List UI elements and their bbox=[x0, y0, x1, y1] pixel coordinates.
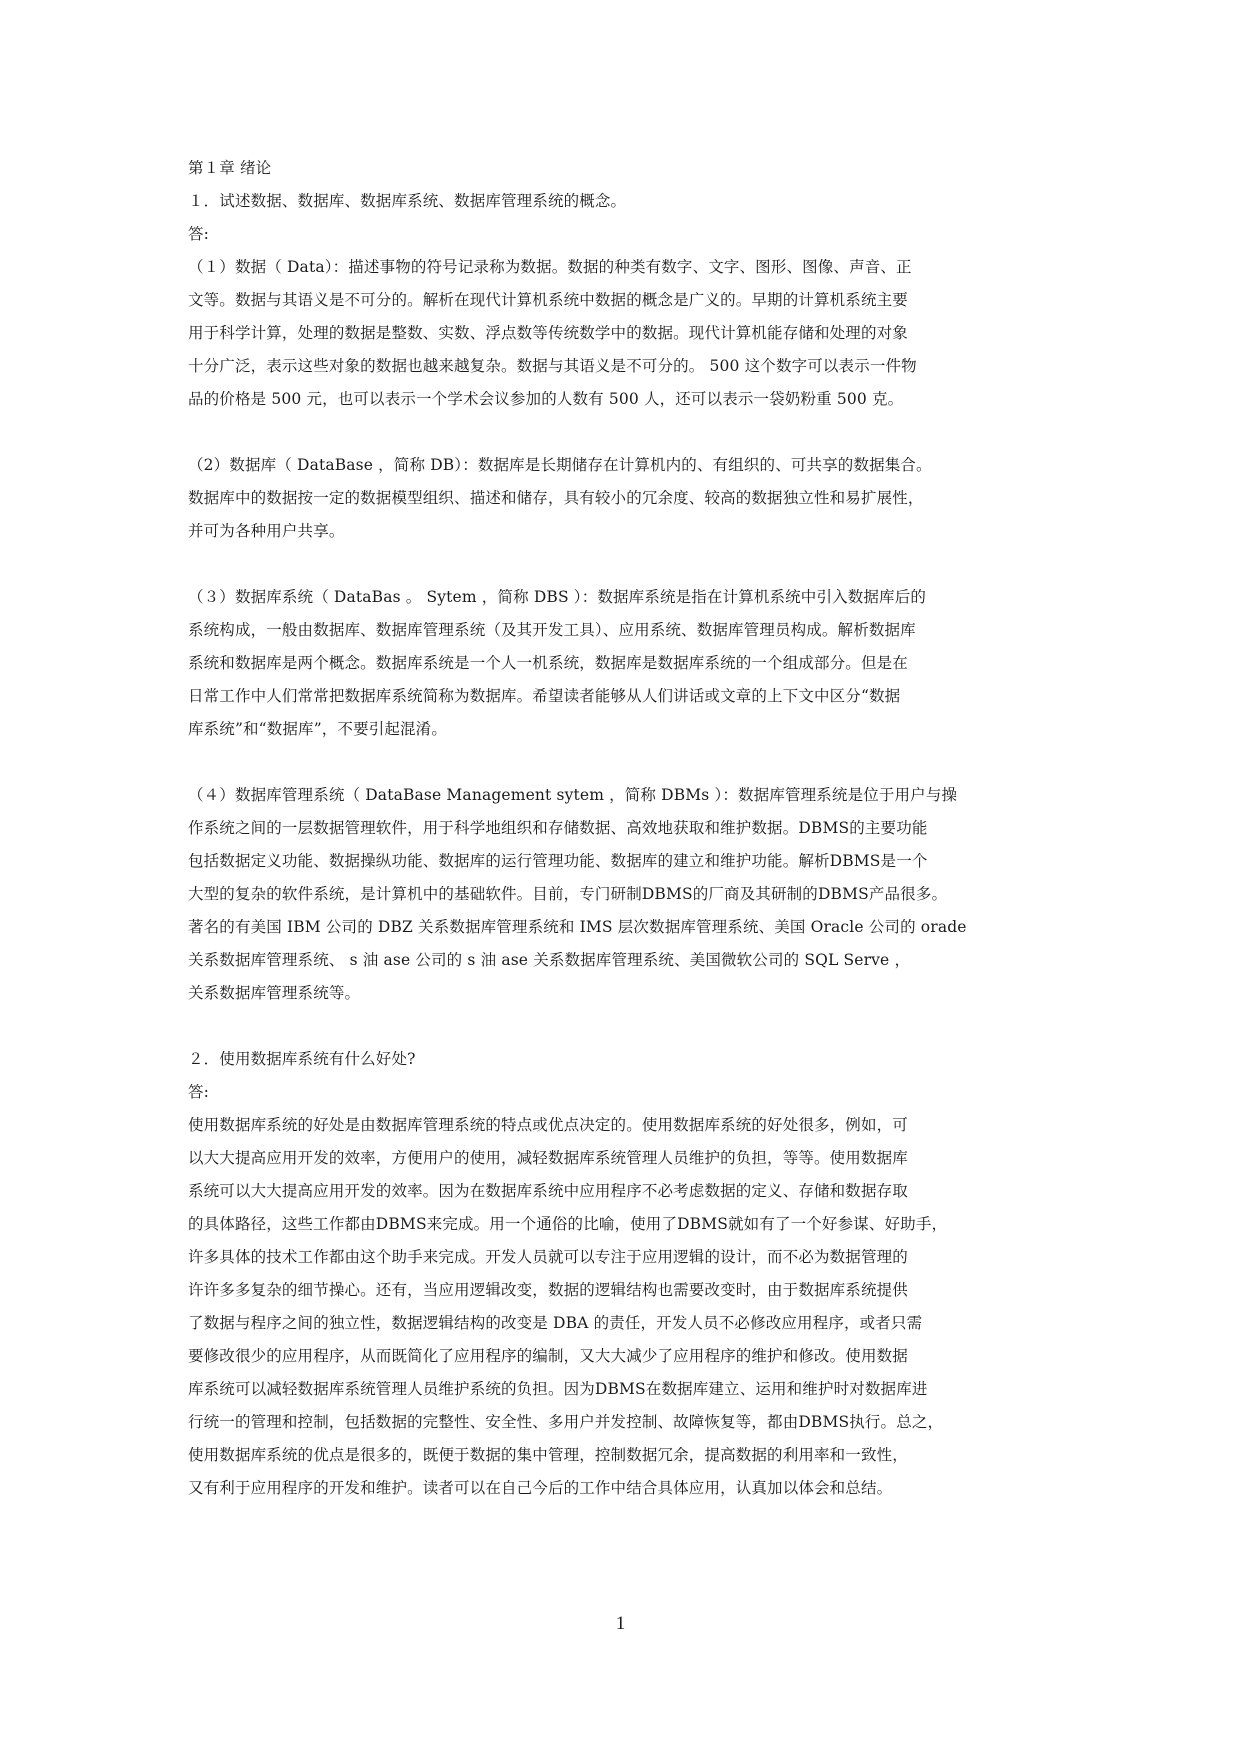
paragraph-gap bbox=[188, 1010, 1088, 1043]
text-line: 包括数据定义功能、数据操纵功能、数据库的运行管理功能、数据库的建立和维护功能。解析DBMS是一个 bbox=[188, 852, 928, 870]
text-line: 又有利于应用程序的开发和维护。读者可以在自己今后的工作中结合具体应用，认真加以体会和总结。 bbox=[188, 1479, 893, 1497]
document-body bbox=[188, 152, 1088, 1505]
text-line: 要修改很少的应用程序，从而既简化了应用程序的编制，又大大减少了应用程序的维护和修改。使用数据 bbox=[188, 1347, 908, 1365]
text-line: 并可为各种用户共享。 bbox=[188, 522, 345, 540]
text-line: ２．使用数据库系统有什么好处? bbox=[188, 1050, 416, 1068]
text-line: １．试述数据、数据库、数据库系统、数据库管理系统的概念。 bbox=[188, 192, 627, 210]
text-line: 关系数据库管理系统等。 bbox=[188, 984, 361, 1002]
text-line: 作系统之间的一层数据管理软件，用于科学地组织和存储数据、高效地获取和维护数据。DBMS的主要功能 bbox=[188, 819, 928, 837]
text-line: 系统可以大大提高应用开发的效率。因为在数据库系统中应用程序不必考虑数据的定义、存储和数据存取 bbox=[188, 1182, 908, 1200]
text-line: 了数据与程序之间的独立性，数据逻辑结构的改变是 DBA 的责任，开发人员不必修改应用程序，或者只需 bbox=[188, 1314, 923, 1332]
paragraph-gap bbox=[188, 416, 1088, 449]
text-line: 使用数据库系统的优点是很多的，既便于数据的集中管理，控制数据冗余，提高数据的利用率和一致性， bbox=[188, 1446, 908, 1464]
text-line: 的具体路径，这些工作都由DBMS来完成。用一个通俗的比喻，使用了DBMS就如有了一个好参谋、好助手， bbox=[188, 1215, 948, 1233]
page-number: 1 bbox=[615, 1613, 626, 1634]
text-line: 用于科学计算，处理的数据是整数、实数、浮点数等传统数学中的数据。现代计算机能存储和处理的对象 bbox=[188, 324, 908, 342]
text-line: 文等。数据与其语义是不可分的。解析在现代计算机系统中数据的概念是广义的。早期的计算机系统主要 bbox=[188, 291, 908, 309]
paragraph-gap bbox=[188, 548, 1088, 581]
text-line: 大型的复杂的软件系统，是计算机中的基础软件。目前，专门研制DBMS的厂商及其研制的DBMS产品很多。 bbox=[188, 885, 948, 903]
text-line: 以大大提高应用开发的效率，方便用户的使用，减轻数据库系统管理人员维护的负担，等等。使用数据库 bbox=[188, 1149, 908, 1167]
text-line: 库系统”和“数据库”，不要引起混淆。 bbox=[188, 720, 447, 738]
text-line: 答: bbox=[188, 225, 210, 243]
text-line: 日常工作中人们常常把数据库系统简称为数据库。希望读者能够从人们讲话或文章的上下文中区分“数据 bbox=[188, 687, 901, 705]
text-line: 许许多多复杂的细节操心。还有，当应用逻辑改变，数据的逻辑结构也需要改变时，由于数据库系统提供 bbox=[188, 1281, 908, 1299]
text-line: 行统一的管理和控制，包括数据的完整性、安全性、多用户并发控制、故障恢复等，都由DBMS执行。总之， bbox=[188, 1413, 944, 1431]
text-line: 第１章 绪论 bbox=[188, 159, 272, 177]
text-line: （１）数据（ Data）：描述事物的符号记录称为数据。数据的种类有数字、文字、图形、图像、声音、正 bbox=[188, 258, 912, 276]
text-line: （2）数据库（ DataBase ，简称 DB）：数据库是长期储存在计算机内的、有组织的、可共享的数据集合。 bbox=[188, 456, 932, 474]
text-line: 许多具体的技术工作都由这个助手来完成。开发人员就可以专注于应用逻辑的设计，而不必为数据管理的 bbox=[188, 1248, 908, 1266]
text-line: （３）数据库系统（ DataBas 。 Sytem ，简称 DBS ）：数据库系统是指在计算机系统中引入数据库后的 bbox=[188, 588, 926, 606]
text-line: 使用数据库系统的好处是由数据库管理系统的特点或优点决定的。使用数据库系统的好处很多，例如，可 bbox=[188, 1116, 908, 1134]
text-line: 关系数据库管理系统、 s 油 ase 公司的 s 油 ase 关系数据库管理系统、美国微软公司的 SQL Serve ， bbox=[188, 951, 911, 969]
text-line: （４）数据库管理系统（ DataBase Management sytem ，简称 DBMs ）：数据库管理系统是位于用户与操 bbox=[188, 786, 958, 804]
text-line: 库系统可以减轻数据库系统管理人员维护系统的负担。因为DBMS在数据库建立、运用和维护时对数据库进 bbox=[188, 1380, 928, 1398]
text-line: 答: bbox=[188, 1083, 210, 1101]
text-line: 系统和数据库是两个概念。数据库系统是一个人一机系统，数据库是数据库系统的一个组成部分。但是在 bbox=[188, 654, 908, 672]
text-line: 著名的有美国 IBM 公司的 DBZ 关系数据库管理系统和 IMS 层次数据库管理系统、美国 Oracle 公司的 orade bbox=[188, 918, 967, 936]
text-line: 系统构成，一般由数据库、数据库管理系统（及其开发工具）、应用系统、数据库管理员构成。解析数据库 bbox=[188, 621, 916, 639]
text-line: 数据库中的数据按一定的数据模型组织、描述和储存，具有较小的冗余度、较高的数据独立性和易扩展性， bbox=[188, 489, 924, 507]
text-line: 十分广泛，表示这些对象的数据也越来越复杂。数据与其语义是不可分的。 500 这个数字可以表示一件物 bbox=[188, 357, 917, 375]
paragraph-gap bbox=[188, 746, 1088, 779]
text-line: 品的价格是 500 元，也可以表示一个学术会议参加的人数有 500 人，还可以表示一袋奶粉重 500 克。 bbox=[188, 390, 904, 408]
